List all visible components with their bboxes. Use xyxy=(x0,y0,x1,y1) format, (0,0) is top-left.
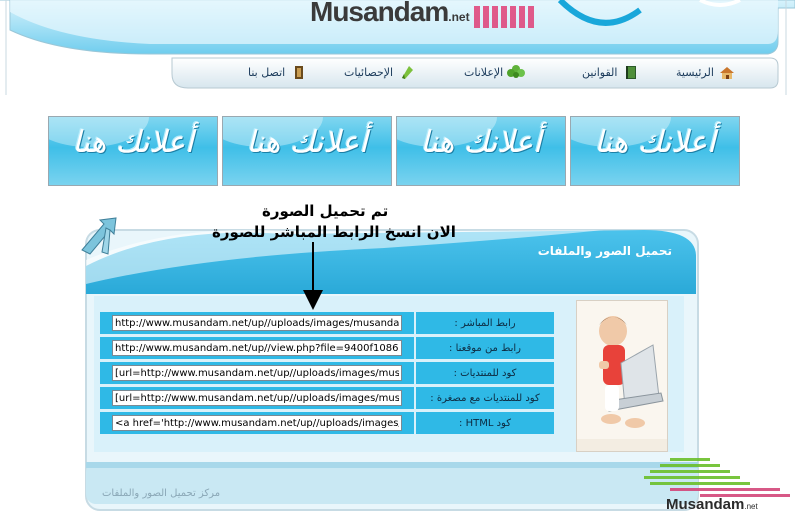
row-label: كود للمنتديات مع مصغرة : xyxy=(416,387,554,409)
row-value-cell xyxy=(100,362,414,384)
panel-footer-text: مركز تحميل الصور والملفات xyxy=(102,488,221,499)
instruction-line-2: الان انسخ الرابط المباشر للصورة xyxy=(212,223,456,241)
direct-link-input[interactable] xyxy=(112,315,402,331)
forum-code-input[interactable] xyxy=(112,365,402,381)
corner-logo xyxy=(640,450,795,517)
down-arrow-icon xyxy=(300,242,326,312)
uploaded-image-thumbnail[interactable] xyxy=(576,300,668,452)
arrow-decor-icon xyxy=(78,214,134,262)
corner-logo-suffix: .net xyxy=(744,502,758,511)
nav-rules-label: القوانين xyxy=(582,65,618,79)
site-link-input[interactable] xyxy=(112,340,402,356)
corner-logo-text: Musandam xyxy=(666,496,745,513)
html-code-input[interactable] xyxy=(112,415,402,431)
row-value-cell xyxy=(100,337,414,359)
row-value-cell xyxy=(100,312,414,334)
nav-contact-label: اتصل بنا xyxy=(248,65,286,79)
ad-banner[interactable] xyxy=(222,116,392,186)
forum-thumb-code-input[interactable] xyxy=(112,390,402,406)
row-label: رابط المباشر : xyxy=(416,312,554,334)
ad-banner-label: أعلانك هنا xyxy=(246,125,368,160)
row-label: كود HTML : xyxy=(416,412,554,434)
row-value-cell xyxy=(100,387,414,409)
flower-icon xyxy=(509,64,525,80)
book-icon xyxy=(623,64,639,80)
chart-icon xyxy=(399,64,415,80)
nav-home-label: الرئيسية xyxy=(676,65,714,79)
nav-stats[interactable] xyxy=(344,62,415,82)
logo-suffix: .net xyxy=(448,10,470,24)
site-logo[interactable] xyxy=(310,0,534,28)
nav-contact[interactable] xyxy=(248,62,307,82)
ad-banner[interactable] xyxy=(570,116,740,186)
row-label: كود للمنتديات : xyxy=(416,362,554,384)
nav-home[interactable] xyxy=(676,62,736,82)
child-laptop-photo-icon xyxy=(577,301,667,451)
site-header xyxy=(0,0,795,95)
home-icon xyxy=(720,64,736,80)
nav-ads[interactable] xyxy=(464,62,525,82)
logo-pixels-icon xyxy=(474,6,534,28)
panel-title: تحميل الصور والملفات xyxy=(537,244,672,258)
logo-text: Musandam xyxy=(310,0,449,27)
ad-banner-label: أعلانك هنا xyxy=(594,125,716,160)
ad-banner-label: أعلانك هنا xyxy=(72,125,194,160)
contact-icon xyxy=(291,64,307,80)
ad-banner[interactable] xyxy=(396,116,566,186)
row-value-cell xyxy=(100,412,414,434)
row-label: رابط من موقعنا : xyxy=(416,337,554,359)
nav-ads-label: الإعلانات xyxy=(464,65,504,79)
ad-banner[interactable] xyxy=(48,116,218,186)
nav-rules[interactable] xyxy=(582,62,639,82)
instruction-line-1: تم تحميل الصورة xyxy=(262,202,389,220)
nav-stats-label: الإحصائيات xyxy=(344,65,394,79)
ad-banner-label: أعلانك هنا xyxy=(420,125,542,160)
